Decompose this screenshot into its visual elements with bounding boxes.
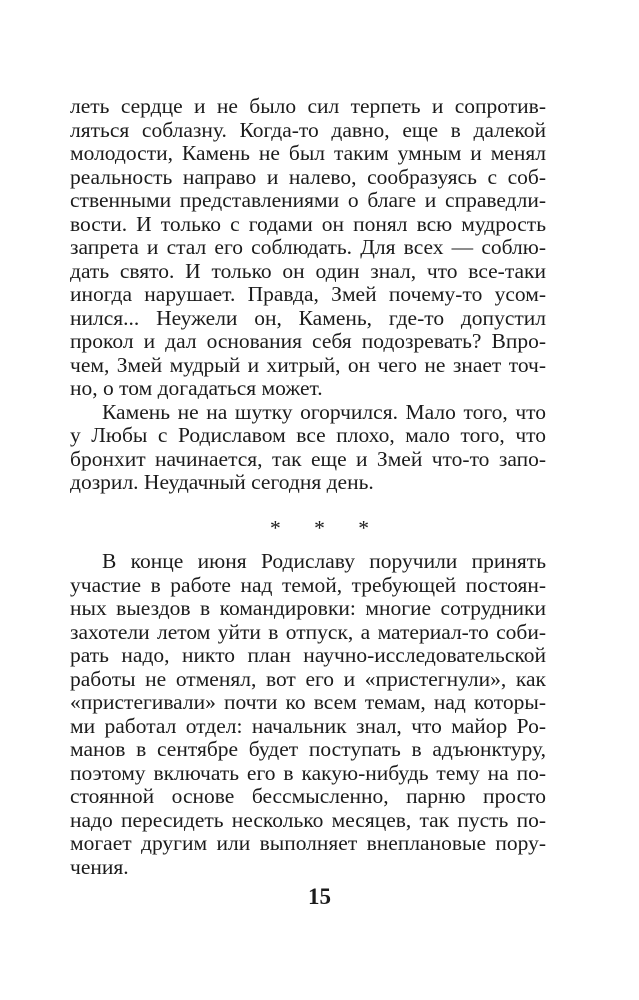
text-line: ляться соблазну. Когда-то давно, еще в далекой	[70, 117, 546, 142]
text-line: ственными представлениями о благе и справедли-	[70, 188, 546, 212]
text-line: молодости, Камень не был таким умным и менял	[70, 141, 546, 165]
text-line: участие в работе над темой, требующей постоян-	[70, 572, 546, 597]
text-line: леть сердце и не было сил терпеть и сопротив-	[70, 94, 546, 118]
text-line: бронхит начинается, так еще и Змей что-то запо-	[70, 446, 546, 471]
text-line: ми работал отдел: начальник знал, что майор Ро-	[70, 713, 546, 738]
text-line: чения.	[70, 854, 129, 879]
text-line: работы не отменял, вот его и «пристегнули», как	[70, 666, 546, 691]
text-line: ных выездов в командировки: многие сотрудники	[70, 596, 546, 620]
text-line: поэтому включать его в какую-нибудь тему на по-	[70, 760, 546, 785]
text-line: стоянной основе бессмысленно, парню просто	[70, 784, 546, 808]
text-line: дозрил. Неудачный сегодня день.	[70, 470, 374, 494]
section-separator: * * *	[270, 516, 383, 540]
text-line: но, о том догадаться может.	[70, 376, 323, 400]
text-line: дать свято. И только он один знал, что все-таки	[70, 258, 546, 283]
text-block-lower	[70, 550, 546, 879]
text-line: чем, Змей мудрый и хитрый, он чего не знает точ-	[70, 352, 546, 377]
text-line: запрета и стал его соблюдать. Для всех — соблю-	[70, 235, 546, 259]
text-line: реальность направо и налево, сообразуясь с соб-	[70, 164, 546, 189]
text-line: нился... Неужели он, Камень, где-то допустил	[70, 305, 546, 330]
text-line: захотели летом уйти в отпуск, а материал-то соби-	[70, 619, 546, 644]
text-line: у Любы с Родиславом все плохо, мало того, что	[70, 423, 546, 447]
text-line: Камень не на шутку огорчился. Мало того, что	[102, 399, 546, 424]
text-block-upper	[70, 95, 546, 495]
text-line: могает другим или выполняет внеплановые пору-	[70, 831, 546, 855]
text-line: «пристегивали» почти ко всем темам, над которы-	[70, 690, 546, 714]
page-number: 15	[308, 884, 331, 909]
text-line: иногда нарушает. Правда, Змей почему-то усом-	[70, 282, 546, 306]
text-line: надо пересидеть несколько месяцев, так пусть по-	[70, 807, 546, 832]
text-line: манов в сентябре будет поступать в адъюнктуру,	[70, 737, 546, 761]
text-line: прокол и дал основания себя подозревать? Впро-	[70, 329, 546, 353]
text-line: рать надо, никто план научно-исследовательской	[70, 643, 546, 667]
text-line: вости. И только с годами он понял всю мудрость	[70, 211, 546, 236]
text-line: В конце июня Родиславу поручили принять	[102, 549, 546, 573]
